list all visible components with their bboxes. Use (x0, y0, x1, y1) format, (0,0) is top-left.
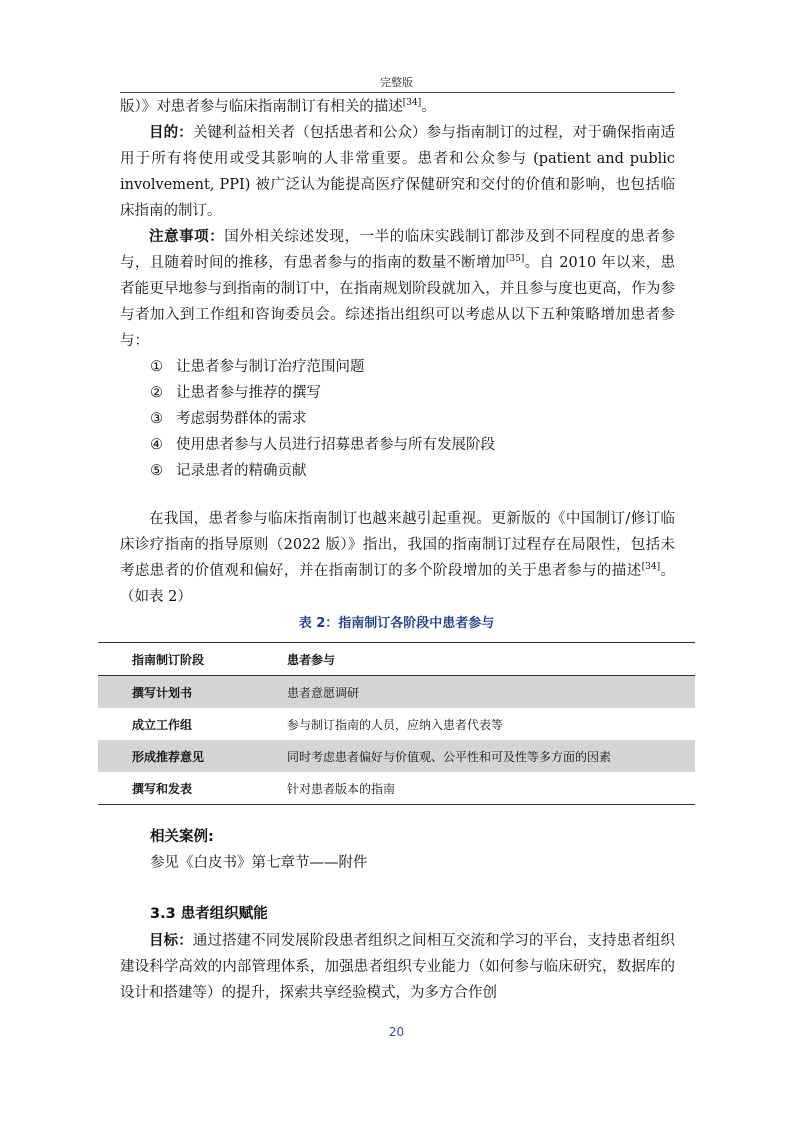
reference-34: [34] (641, 562, 661, 573)
list-item-text: 使用患者参与人员进行招募患者参与所有发展阶段 (176, 437, 495, 453)
list-item-number: ① (150, 359, 163, 375)
list-item-text: 考虑弱势群体的需求 (176, 411, 307, 427)
list-item-number: ② (150, 385, 163, 401)
header-rule (120, 92, 675, 93)
section-title: 3.3 患者组织赋能 (150, 906, 268, 922)
table-header-row (98, 643, 695, 676)
table-title: 表 2：指南制订各阶段中患者参与 (298, 616, 495, 631)
list-item-number: ③ (150, 411, 163, 427)
notes-text-b: 。自 2010 年以来，患者能更早地参与到指南的制订中，在指南规划阶段就加入，并且参与度也更高，作为参与者加入到工作组和咨询委员会。综述指出组织可以考虑从以下五种策略增加患者参与： (120, 255, 676, 349)
table-row (98, 676, 695, 709)
reference-35: [35] (505, 254, 525, 265)
page-number: 20 (388, 1025, 405, 1039)
china-paragraph (120, 506, 675, 610)
reference-34: [34] (402, 98, 422, 109)
goal-paragraph (120, 928, 675, 1006)
list-item (150, 458, 670, 484)
cell-participation: 患者意愿调研 (287, 676, 695, 709)
goal-text: 通过搭建不同发展阶段患者组织之间相互交流和学习的平台，支持患者组织建设科学高效的内部管理体系，加强患者组织专业能力（如何参与临床研究，数据库的设计和搭建等）的提升，探索共享经验模式，为多方合作创 (120, 933, 675, 1001)
cell-participation: 参与制订指南的人员，应纳入患者代表等 (287, 717, 504, 732)
purpose-paragraph (120, 120, 675, 224)
china-text-b: 。（如表 2） (120, 563, 675, 605)
cell-stage: 形成推荐意见 (98, 740, 287, 772)
cell-participation: 针对患者版本的指南 (287, 781, 396, 796)
list-item (150, 380, 670, 406)
column-header-participation: 患者参与 (287, 643, 695, 676)
list-item-number: ④ (150, 437, 163, 453)
guideline-stage-table (98, 642, 695, 805)
goal-label: 目标： (149, 933, 193, 949)
list-item (150, 432, 670, 458)
continuation-end: 。 (421, 99, 436, 115)
cell-participation: 同时考虑患者偏好与价值观、公平性和可及性等多方面的因素 (287, 740, 695, 772)
purpose-text: 关键利益相关者（包括患者和公众）参与指南制订的过程，对于确保指南适用于所有将使用或受其影响的人非常重要。患者和公众参与 (patient and public involvement, PPI) 被广泛认为能提高医疗保健研究和交付的价值和影响，也包括临床指南的制订。 (120, 125, 675, 219)
list-item-text: 让患者参与推荐的撰写 (176, 385, 321, 401)
list-item (150, 406, 670, 432)
china-text-a: 在我国，患者参与临床指南制订也越来越引起重视。更新版的《中国制订/修订临床诊疗指南的指导原则（2022 版）》指出，我国的指南制订过程存在局限性，包括未考虑患者的价值观和偏好，并在指南制订的多个阶段增加的关于患者参与的描述 (120, 511, 675, 579)
cases-label: 相关案例: (150, 829, 214, 845)
cases-text: 参见《白皮书》第七章节——附件 (150, 855, 368, 871)
cell-stage: 撰写计划书 (98, 676, 287, 709)
continuation-paragraph (120, 94, 675, 120)
column-header-stage: 指南制订阶段 (98, 643, 287, 676)
page-header-title: 完整版 (380, 76, 413, 89)
list-item-text: 让患者参与制订治疗范围问题 (176, 359, 365, 375)
table-row (98, 708, 695, 740)
purpose-label: 目的： (149, 125, 193, 141)
strategy-list (150, 354, 670, 484)
cell-stage: 成立工作组 (132, 717, 193, 732)
cell-stage: 撰写和发表 (132, 781, 193, 796)
notes-text-a: 国外相关综述发现，一半的临床实践制订都涉及到不同程度的患者参与，且随着时间的推移，有患者参与的指南的数量不断增加 (120, 229, 676, 271)
list-item-number: ⑤ (150, 463, 163, 479)
list-item (150, 354, 670, 380)
table-row (98, 740, 695, 772)
continuation-text: 版）》对患者参与临床指南制订有相关的描述 (120, 99, 403, 115)
table-row (98, 772, 695, 805)
list-item-text: 记录患者的精确贡献 (176, 463, 307, 479)
notes-paragraph (120, 224, 675, 354)
notes-label: 注意事项： (149, 229, 225, 245)
